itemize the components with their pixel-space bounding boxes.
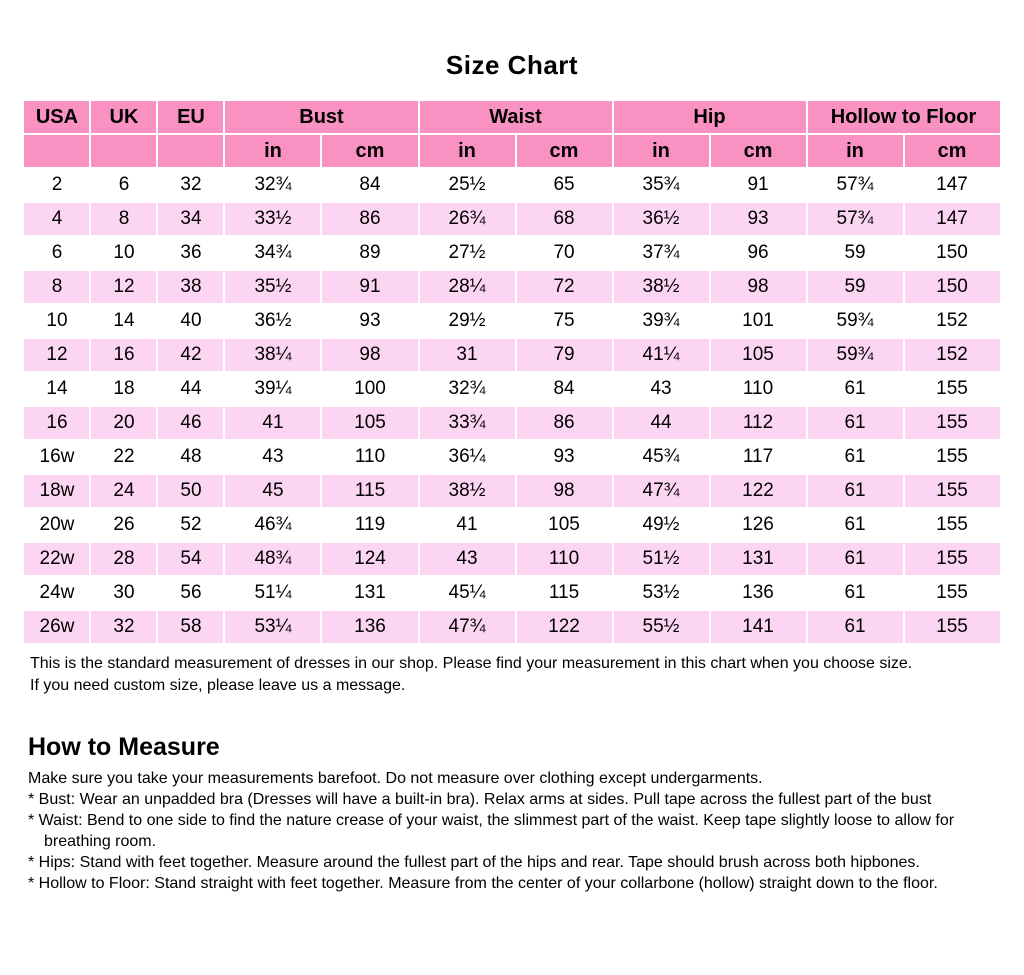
table-cell: 61	[808, 509, 903, 541]
table-cell: 39¼	[225, 373, 320, 405]
table-cell: 49½	[614, 509, 709, 541]
table-cell: 100	[322, 373, 417, 405]
table-cell: 58	[158, 611, 223, 643]
table-cell: 4	[24, 203, 89, 235]
table-cell: 115	[517, 577, 612, 609]
table-row	[24, 441, 999, 473]
table-cell: 45¾	[614, 441, 709, 473]
table-cell: 39¾	[614, 305, 709, 337]
table-cell: 33¾	[420, 407, 515, 439]
column-header: USA	[24, 101, 89, 133]
table-cell: 41¼	[614, 339, 709, 371]
table-cell: 131	[711, 543, 806, 575]
table-cell: 59	[808, 271, 903, 303]
table-row	[24, 577, 999, 609]
measure-instruction-line: Make sure you take your measurements barefoot. Do not measure over clothing except undergarments.	[28, 770, 763, 787]
table-cell: 38½	[420, 475, 515, 507]
table-cell: 150	[905, 237, 1000, 269]
table-row	[24, 271, 999, 303]
table-cell: 61	[808, 577, 903, 609]
table-cell: 93	[322, 305, 417, 337]
table-cell: 45	[225, 475, 320, 507]
empty-header	[24, 135, 89, 167]
table-cell: 126	[711, 509, 806, 541]
table-cell: 35½	[225, 271, 320, 303]
table-cell: 41	[225, 407, 320, 439]
note-line: If you need custom size, please leave us a message.	[30, 677, 406, 694]
table-cell: 53½	[614, 577, 709, 609]
table-cell: 98	[711, 271, 806, 303]
notes	[30, 653, 1024, 697]
column-header: UK	[91, 101, 156, 133]
table-cell: 59¾	[808, 339, 903, 371]
table-cell: 54	[158, 543, 223, 575]
table-cell: 115	[322, 475, 417, 507]
measure-instruction-line: * Bust: Wear an unpadded bra (Dresses will have a built-in bra). Relax arms at sides. Pull tape across the fullest part of the bust	[28, 791, 932, 808]
table-row	[24, 373, 999, 405]
table-cell: 96	[711, 237, 806, 269]
table-cell: 6	[91, 169, 156, 201]
table-cell: 32	[91, 611, 156, 643]
table-cell: 46	[158, 407, 223, 439]
measure-instruction-line: * Hollow to Floor: Stand straight with feet together. Measure from the center of your collarbone (hollow) straight down to the floor.	[28, 875, 938, 892]
table-cell: 155	[905, 577, 1000, 609]
table-cell: 46¾	[225, 509, 320, 541]
table-cell: 26¾	[420, 203, 515, 235]
table-cell: 59¾	[808, 305, 903, 337]
table-cell: 105	[711, 339, 806, 371]
table-cell: 91	[322, 271, 417, 303]
table-cell: 147	[905, 203, 1000, 235]
table-cell: 53¼	[225, 611, 320, 643]
table-cell: 51½	[614, 543, 709, 575]
column-header: EU	[158, 101, 223, 133]
table-cell: 84	[517, 373, 612, 405]
table-cell: 152	[905, 339, 1000, 371]
group-header-row	[24, 101, 999, 133]
table-cell: 101	[711, 305, 806, 337]
table-cell: 57¾	[808, 203, 903, 235]
unit-header: in	[420, 135, 515, 167]
unit-header: cm	[711, 135, 806, 167]
table-cell: 93	[517, 441, 612, 473]
table-cell: 59	[808, 237, 903, 269]
table-cell: 155	[905, 475, 1000, 507]
table-cell: 105	[322, 407, 417, 439]
table-cell: 42	[158, 339, 223, 371]
table-cell: 14	[24, 373, 89, 405]
table-cell: 28¼	[420, 271, 515, 303]
table-cell: 20w	[24, 509, 89, 541]
table-cell: 32	[158, 169, 223, 201]
table-cell: 48¾	[225, 543, 320, 575]
table-head	[24, 101, 999, 167]
table-cell: 38¼	[225, 339, 320, 371]
table-cell: 35¾	[614, 169, 709, 201]
table-cell: 70	[517, 237, 612, 269]
table-cell: 36	[158, 237, 223, 269]
table-cell: 155	[905, 407, 1000, 439]
table-cell: 61	[808, 407, 903, 439]
table-cell: 141	[711, 611, 806, 643]
table-cell: 41	[420, 509, 515, 541]
table-cell: 10	[91, 237, 156, 269]
table-cell: 98	[322, 339, 417, 371]
table-cell: 110	[322, 441, 417, 473]
table-cell: 86	[322, 203, 417, 235]
table-cell: 122	[517, 611, 612, 643]
measure-instruction-line: * Waist: Bend to one side to find the nature crease of your waist, the slimmest part of the waist. Keep tape slightly loose to allow for	[28, 812, 955, 829]
measure-instructions	[28, 768, 1024, 894]
table-cell: 122	[711, 475, 806, 507]
table-cell: 150	[905, 271, 1000, 303]
table-cell: 110	[517, 543, 612, 575]
table-cell: 20	[91, 407, 156, 439]
column-header: Waist	[420, 101, 612, 133]
table-cell: 18	[91, 373, 156, 405]
table-cell: 2	[24, 169, 89, 201]
table-cell: 155	[905, 611, 1000, 643]
table-cell: 37¾	[614, 237, 709, 269]
table-cell: 50	[158, 475, 223, 507]
table-cell: 22	[91, 441, 156, 473]
table-cell: 61	[808, 441, 903, 473]
table-cell: 38½	[614, 271, 709, 303]
table-cell: 52	[158, 509, 223, 541]
table-cell: 61	[808, 475, 903, 507]
table-cell: 32¾	[420, 373, 515, 405]
table-cell: 26w	[24, 611, 89, 643]
table-cell: 36¼	[420, 441, 515, 473]
table-cell: 105	[517, 509, 612, 541]
table-row	[24, 305, 999, 337]
table-cell: 29½	[420, 305, 515, 337]
table-cell: 136	[322, 611, 417, 643]
table-cell: 61	[808, 543, 903, 575]
table-cell: 147	[905, 169, 1000, 201]
table-row	[24, 407, 999, 439]
table-cell: 43	[614, 373, 709, 405]
size-chart-table	[22, 99, 1001, 645]
table-cell: 57¾	[808, 169, 903, 201]
table-cell: 93	[711, 203, 806, 235]
table-cell: 38	[158, 271, 223, 303]
table-row	[24, 475, 999, 507]
table-cell: 24	[91, 475, 156, 507]
table-cell: 86	[517, 407, 612, 439]
table-cell: 25½	[420, 169, 515, 201]
table-cell: 44	[614, 407, 709, 439]
table-row	[24, 237, 999, 269]
table-cell: 110	[711, 373, 806, 405]
empty-header	[91, 135, 156, 167]
table-cell: 136	[711, 577, 806, 609]
table-cell: 55½	[614, 611, 709, 643]
table-cell: 43	[420, 543, 515, 575]
table-cell: 16	[24, 407, 89, 439]
unit-header: cm	[905, 135, 1000, 167]
unit-header: cm	[517, 135, 612, 167]
table-cell: 61	[808, 373, 903, 405]
table-cell: 43	[225, 441, 320, 473]
table-cell: 8	[91, 203, 156, 235]
table-cell: 56	[158, 577, 223, 609]
table-cell: 47¾	[614, 475, 709, 507]
table-cell: 36½	[225, 305, 320, 337]
table-cell: 65	[517, 169, 612, 201]
unit-header: in	[614, 135, 709, 167]
table-cell: 27½	[420, 237, 515, 269]
table-cell: 84	[322, 169, 417, 201]
measure-instruction-line: * Hips: Stand with feet together. Measure around the fullest part of the hips and rear. Tape should brush across both hipbones.	[28, 854, 920, 871]
table-cell: 16w	[24, 441, 89, 473]
table-cell: 61	[808, 611, 903, 643]
table-cell: 24w	[24, 577, 89, 609]
table-cell: 32¾	[225, 169, 320, 201]
table-cell: 40	[158, 305, 223, 337]
table-cell: 89	[322, 237, 417, 269]
table-cell: 45¼	[420, 577, 515, 609]
table-cell: 124	[322, 543, 417, 575]
table-row	[24, 169, 999, 201]
table-cell: 155	[905, 441, 1000, 473]
table-row	[24, 509, 999, 541]
table-cell: 10	[24, 305, 89, 337]
table-cell: 18w	[24, 475, 89, 507]
unit-header: in	[808, 135, 903, 167]
column-header: Bust	[225, 101, 417, 133]
how-to-measure-heading: How to Measure	[28, 733, 220, 761]
page-title: Size Chart	[445, 50, 579, 80]
table-cell: 34¾	[225, 237, 320, 269]
column-header: Hip	[614, 101, 806, 133]
table-cell: 72	[517, 271, 612, 303]
table-cell: 22w	[24, 543, 89, 575]
table-cell: 16	[91, 339, 156, 371]
table-cell: 152	[905, 305, 1000, 337]
table-cell: 26	[91, 509, 156, 541]
table-cell: 131	[322, 577, 417, 609]
table-cell: 36½	[614, 203, 709, 235]
table-cell: 33½	[225, 203, 320, 235]
table-cell: 119	[322, 509, 417, 541]
table-cell: 48	[158, 441, 223, 473]
table-cell: 112	[711, 407, 806, 439]
table-cell: 44	[158, 373, 223, 405]
table-cell: 34	[158, 203, 223, 235]
unit-header-row	[24, 135, 999, 167]
table-cell: 14	[91, 305, 156, 337]
table-cell: 79	[517, 339, 612, 371]
measure-instruction-line: breathing room.	[44, 833, 157, 850]
table-body	[24, 169, 999, 643]
table-cell: 47¾	[420, 611, 515, 643]
table-row	[24, 203, 999, 235]
table-row	[24, 543, 999, 575]
table-cell: 155	[905, 509, 1000, 541]
table-cell: 28	[91, 543, 156, 575]
table-row	[24, 611, 999, 643]
table-cell: 30	[91, 577, 156, 609]
column-header: Hollow to Floor	[808, 101, 1000, 133]
table-cell: 68	[517, 203, 612, 235]
table-cell: 91	[711, 169, 806, 201]
unit-header: in	[225, 135, 320, 167]
table-cell: 12	[91, 271, 156, 303]
note-line: This is the standard measurement of dresses in our shop. Please find your measurement in this chart when you choose size.	[30, 655, 913, 672]
table-cell: 75	[517, 305, 612, 337]
table-cell: 12	[24, 339, 89, 371]
table-cell: 155	[905, 543, 1000, 575]
table-cell: 51¼	[225, 577, 320, 609]
table-cell: 155	[905, 373, 1000, 405]
table-cell: 8	[24, 271, 89, 303]
table-cell: 98	[517, 475, 612, 507]
table-cell: 6	[24, 237, 89, 269]
table-cell: 31	[420, 339, 515, 371]
table-row	[24, 339, 999, 371]
table-cell: 117	[711, 441, 806, 473]
empty-header	[158, 135, 223, 167]
unit-header: cm	[322, 135, 417, 167]
